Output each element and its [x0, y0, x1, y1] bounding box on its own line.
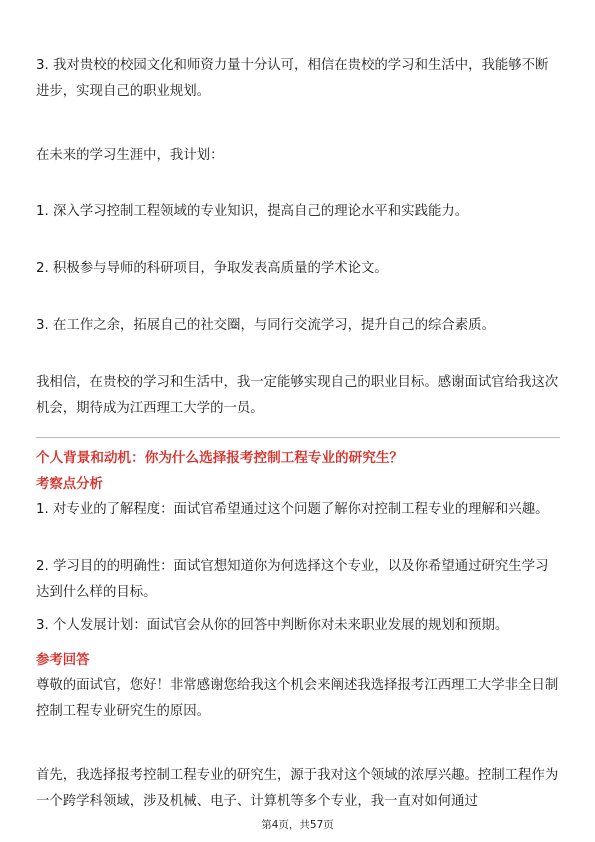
plan-item-2: 2. 积极参与导师的科研项目，争取发表高质量的学术论文。	[36, 261, 388, 276]
page-number: 第4页，共57页	[261, 819, 334, 831]
answer-paragraph-1: 尊敬的面试官，您好！非常感谢您给我这个机会来阐述我选择报考江西理工大学非全日制控制工程专业研究生的原因。	[36, 678, 559, 719]
paragraph-study-plan-intro: 在未来的学习生涯中，我计划：	[36, 148, 224, 163]
analysis-heading: 考察点分析	[36, 477, 103, 492]
analysis-item-1: 1. 对专业的了解程度：面试官希望通过这个问题了解你对控制工程专业的理解和兴趣。	[36, 502, 549, 517]
paragraph-closing: 我相信，在贵校的学习和生活中，我一定能够实现自己的职业目标。感谢面试官给我这次机会，期待成为江西理工大学的一员。	[36, 375, 559, 416]
question-title: 个人背景和动机：你为什么选择报考控制工程专业的研究生？	[36, 450, 404, 466]
analysis-item-2: 2. 学习目的的明确性：面试官想知道你为何选择这个专业，以及你希望通过研究生学习达到什么样的目标。	[36, 559, 549, 600]
plan-item-3: 3. 在工作之余，拓展自己的社交圈，与同行交流学习，提升自己的综合素质。	[36, 318, 495, 333]
answer-heading: 参考回答	[36, 653, 90, 668]
paragraph-career-plan: 3. 我对贵校的校园文化和师资力量十分认可，相信在贵校的学习和生活中，我能够不断进步，实现自己的职业规划。	[36, 58, 549, 99]
plan-item-1: 1. 深入学习控制工程领域的专业知识，提高自己的理论水平和实践能力。	[36, 204, 469, 219]
analysis-item-3: 3. 个人发展计划：面试官会从你的回答中判断你对未来职业发展的规划和预期。	[36, 618, 509, 633]
section-divider	[36, 437, 560, 438]
answer-paragraph-2: 首先，我选择报考控制工程专业的研究生，源于我对这个领域的浓厚兴趣。控制工程作为一个跨学科领域，涉及机械、电子、计算机等多个专业，我一直对如何通过	[36, 768, 559, 809]
